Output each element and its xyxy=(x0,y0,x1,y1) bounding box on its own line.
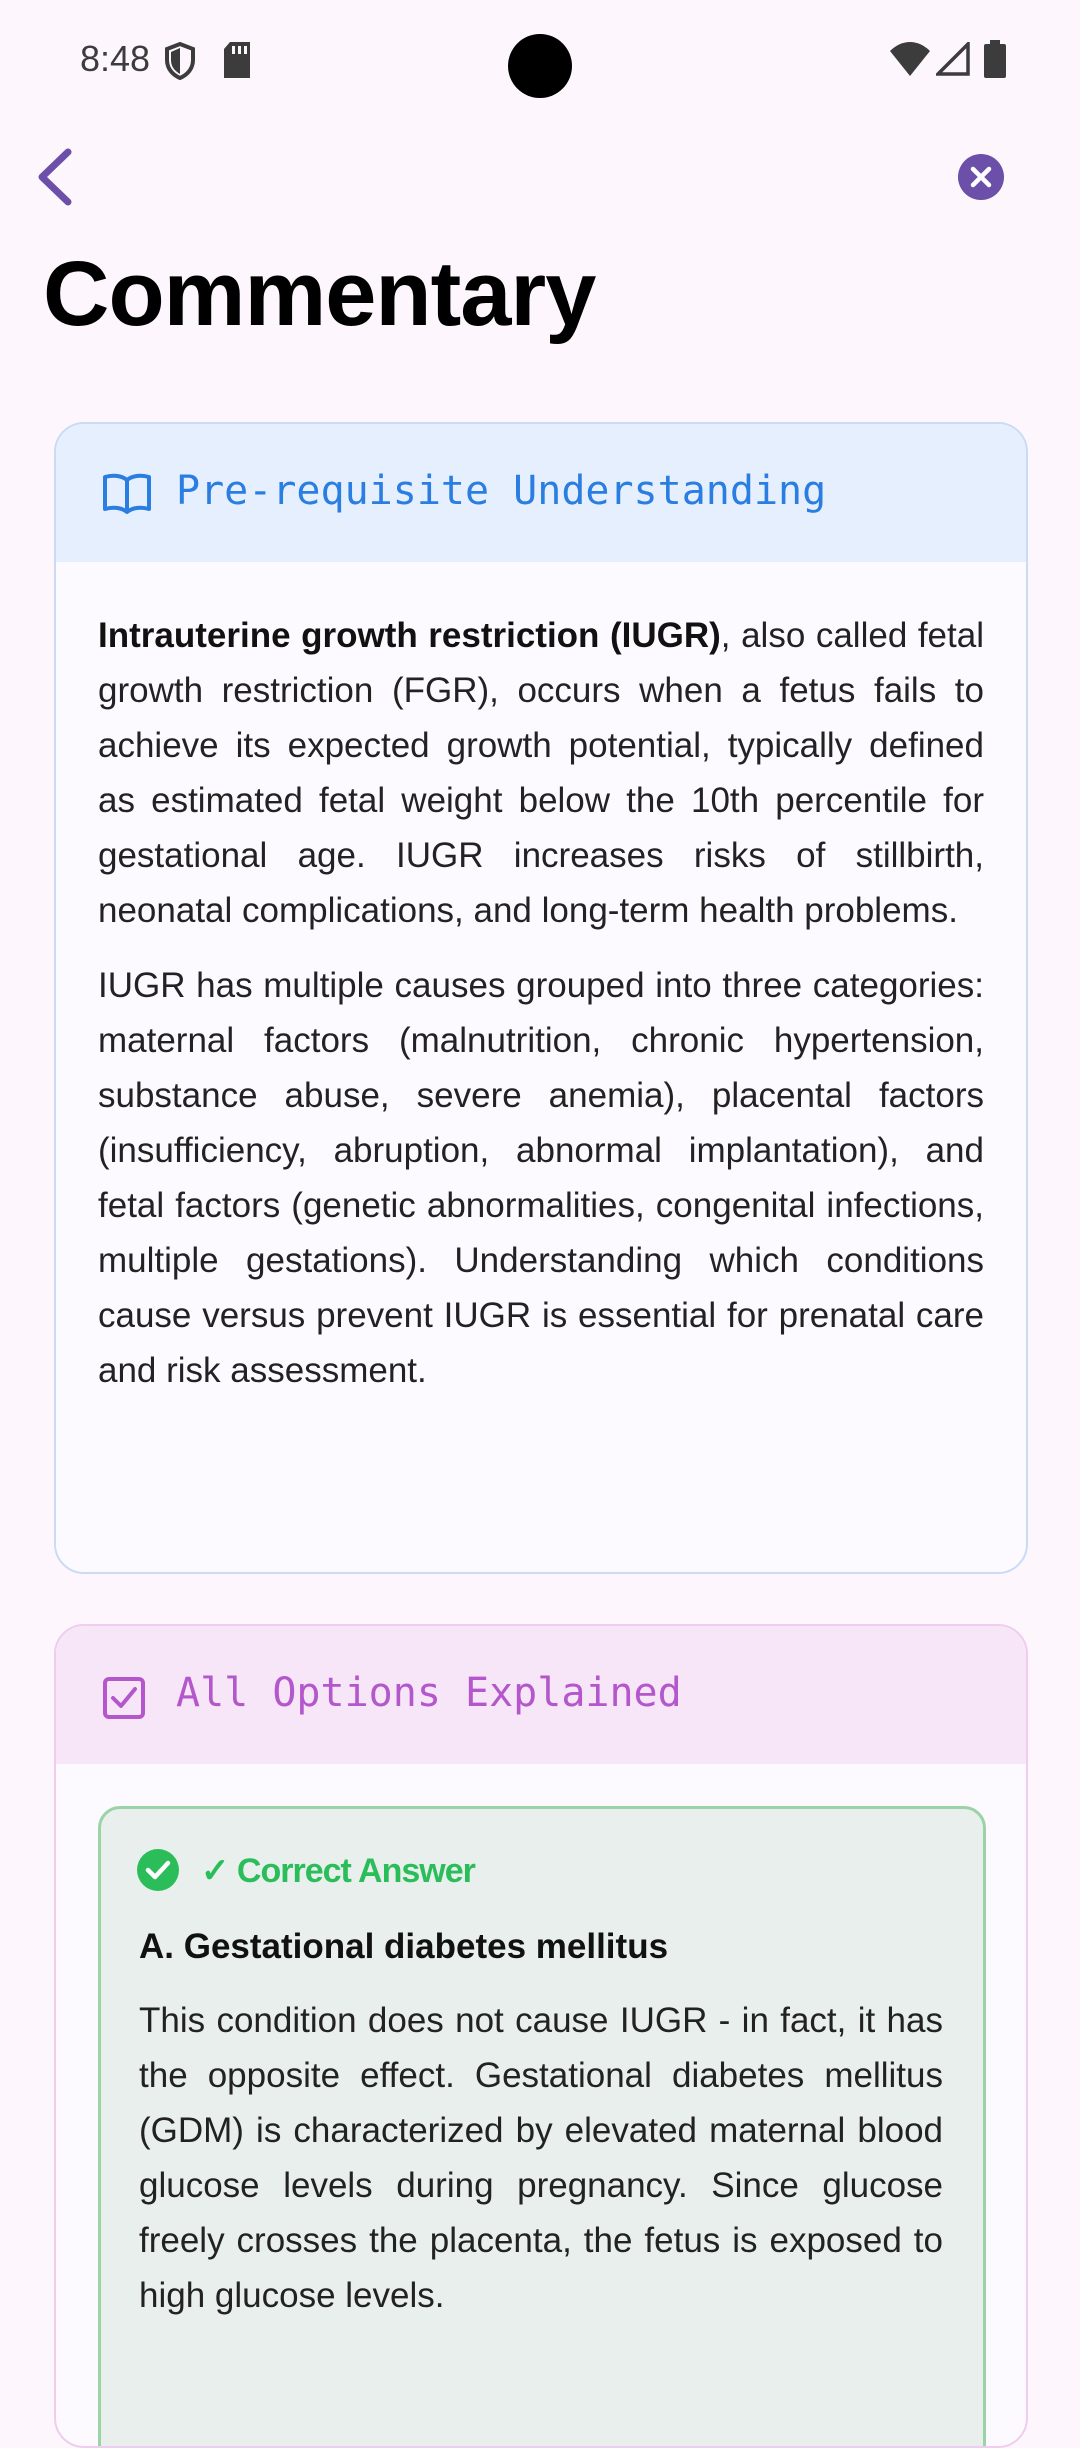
options-card xyxy=(54,1624,1028,2448)
page-title: Commentary xyxy=(43,243,596,345)
signal-icon xyxy=(936,42,970,76)
sd-card-icon xyxy=(222,42,252,78)
close-icon xyxy=(958,154,1004,200)
iugr-term: Intrauterine growth restriction (IUGR) xyxy=(98,616,721,655)
book-open-icon xyxy=(102,472,152,514)
front-camera xyxy=(508,34,572,98)
prerequisite-title: Pre-requisite Understanding xyxy=(176,468,827,514)
check-circle-icon xyxy=(137,1849,179,1891)
wifi-icon xyxy=(890,42,930,76)
close-button[interactable] xyxy=(958,154,1004,200)
options-title: All Options Explained xyxy=(176,1670,682,1716)
answer-explanation: This condition does not cause IUGR - in fact, it has the opposite effect. Gestational diabetes mellitus (GDM) is characterized by elevated maternal blood glucose levels during pregnancy. Since glucose freely crosses the placenta, the fetus is exposed to high glucose levels. xyxy=(139,2001,943,2315)
shield-icon xyxy=(164,42,196,80)
correct-answer-box xyxy=(98,1806,986,2448)
status-time: 8:48 xyxy=(80,38,151,79)
status-bar xyxy=(0,0,1080,120)
chevron-left-icon xyxy=(42,152,68,202)
checkbox-icon xyxy=(102,1676,146,1720)
prerequisite-paragraph-1 xyxy=(98,608,984,938)
prerequisite-paragraph-2: IUGR has multiple causes grouped into three categories: maternal factors (malnutrition, chronic hypertension, substance abuse, severe anemia), placental factors (insufficiency, abruption, abnormal implantation), and fetal factors (genetic abnormalities, congenital infections, multiple gestations). Understanding which conditions cause versus prevent IUGR is essential for prenatal care and risk assessment. xyxy=(98,966,984,1390)
back-button[interactable] xyxy=(30,146,76,208)
options-header xyxy=(56,1626,1026,1764)
prerequisite-header xyxy=(56,424,1026,562)
correct-answer-label: ✓ Correct Answer xyxy=(201,1852,475,1890)
battery-icon xyxy=(984,40,1006,78)
prerequisite-card xyxy=(54,422,1028,1574)
paragraph-1-text: , also called fetal growth restriction (FGR), occurs when a fetus fails to achieve its expected growth potential, typically defined as estimated fetal weight below the 10th percentile for gestational age. IUGR increases risks of stillbirth, neonatal complications, and long-term health problems. xyxy=(98,616,984,930)
answer-title: A. Gestational diabetes mellitus xyxy=(139,1927,669,1966)
